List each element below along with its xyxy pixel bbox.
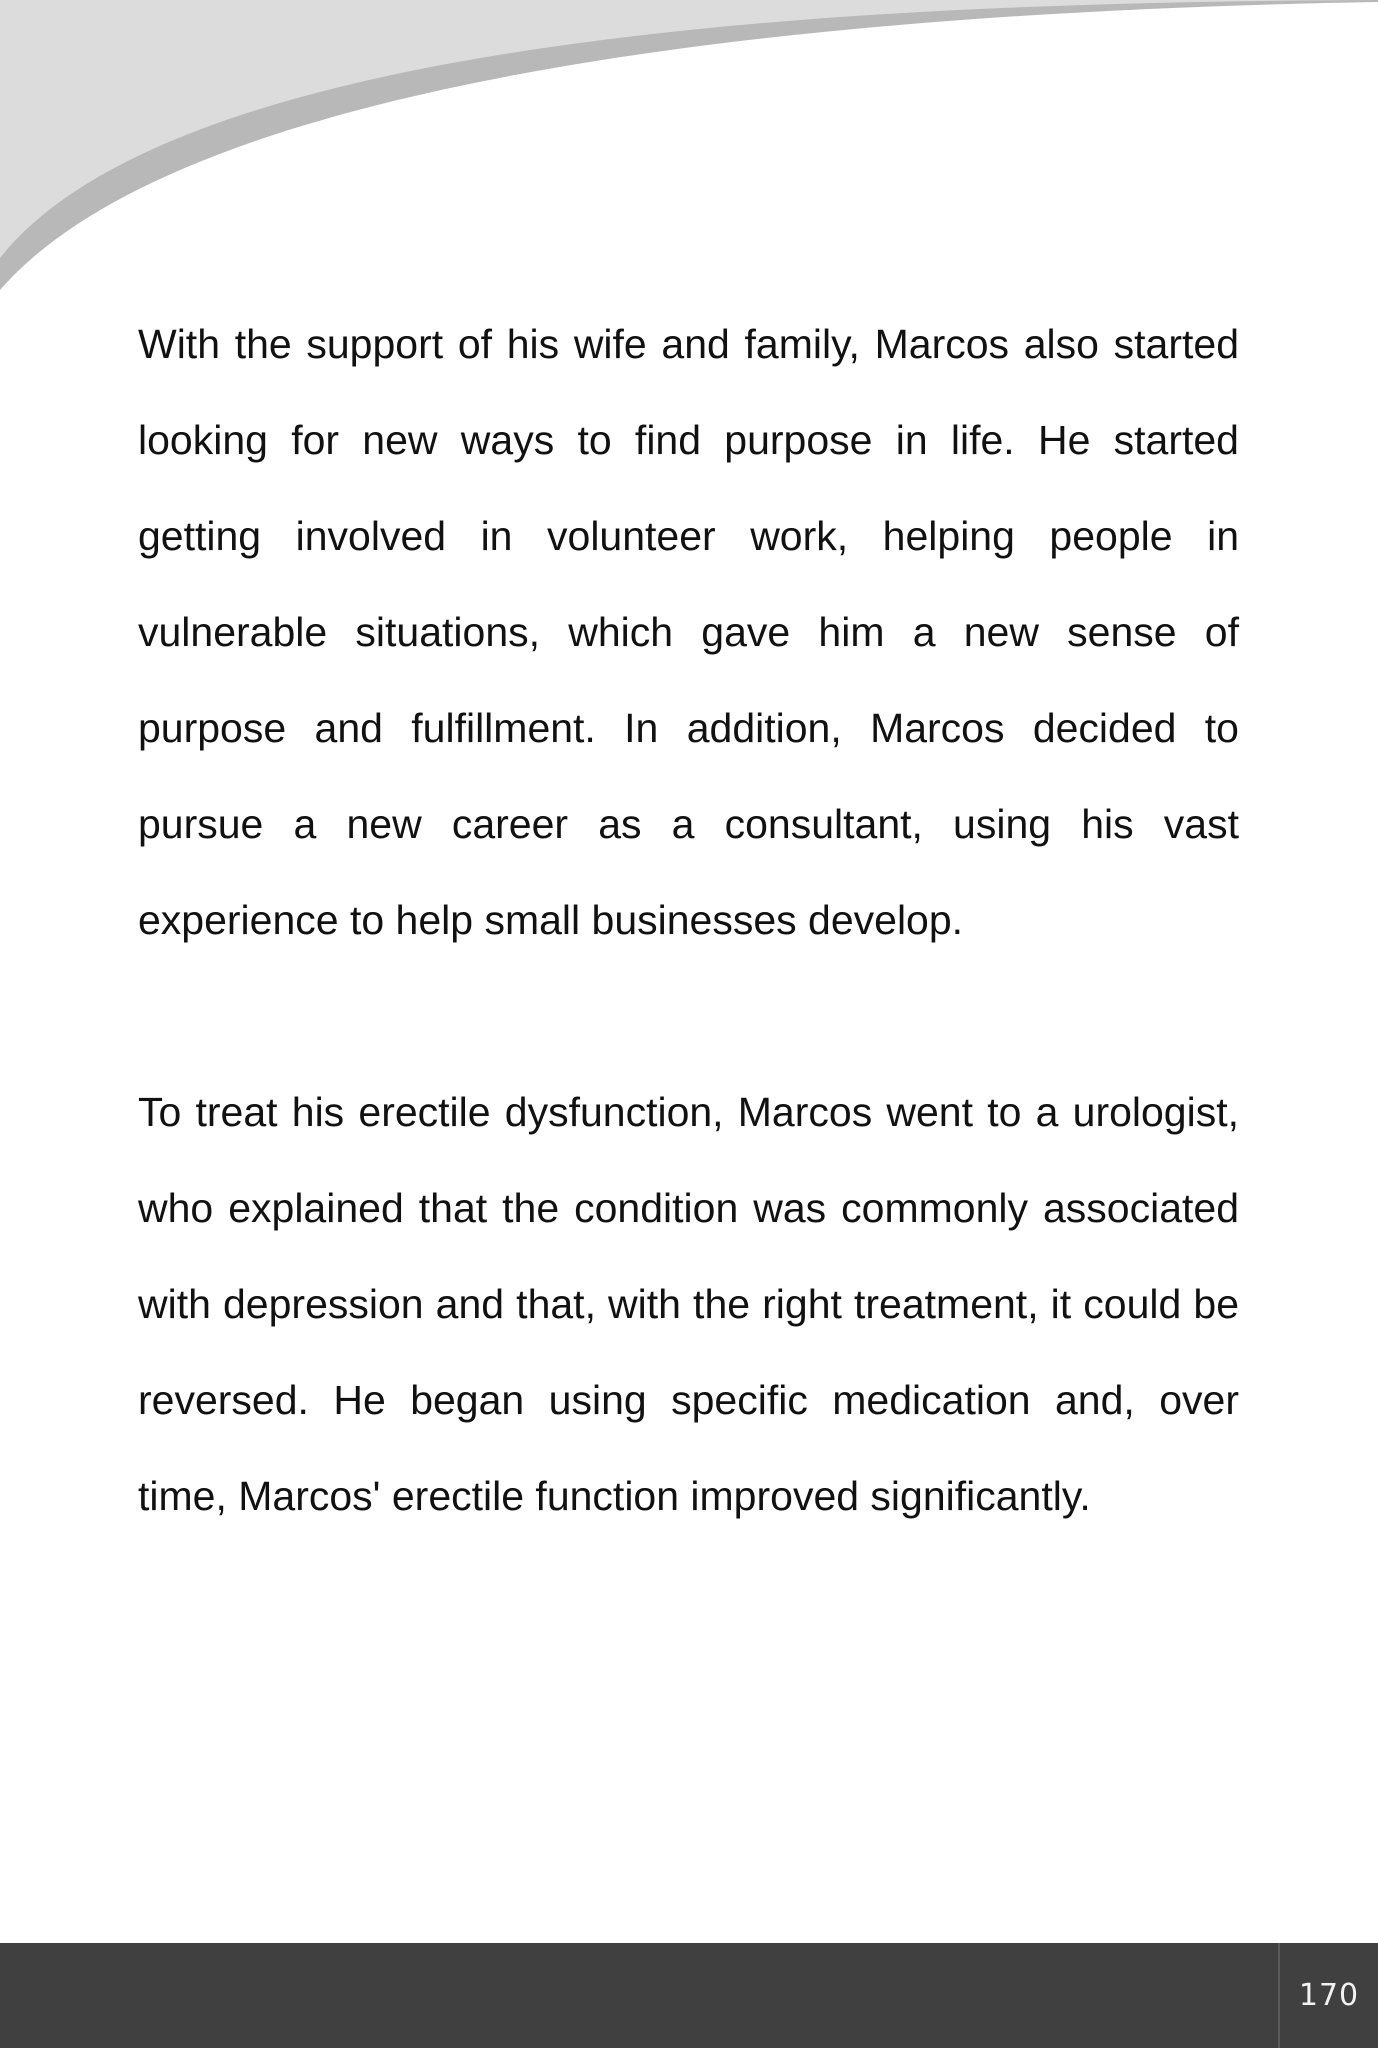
page-content: [138, 296, 1239, 1544]
page-number: 170: [1298, 1978, 1360, 2013]
page-footer: [0, 1943, 1378, 2048]
body-paragraph: To treat his erectile dysfunction, Marcos went to a urologist, who explained that the condition was commonly associated with depression and that, with the right treatment, it could be reversed. He began using specific medication and, over time, Marcos' erectile function improved significantly.: [138, 1089, 1239, 1519]
body-paragraph: With the support of his wife and family, Marcos also started looking for new ways to find purpose in life. He started getting involved in volunteer work, helping people in vulnerable situations, which gave him a new sense of purpose and fulfillment. In addition, Marcos decided to pursue a new career as a consultant, using his vast experience to help small businesses develop.: [138, 321, 1239, 943]
page-number-box: [1278, 1943, 1378, 2048]
header-swoosh-decoration: [0, 0, 1378, 300]
